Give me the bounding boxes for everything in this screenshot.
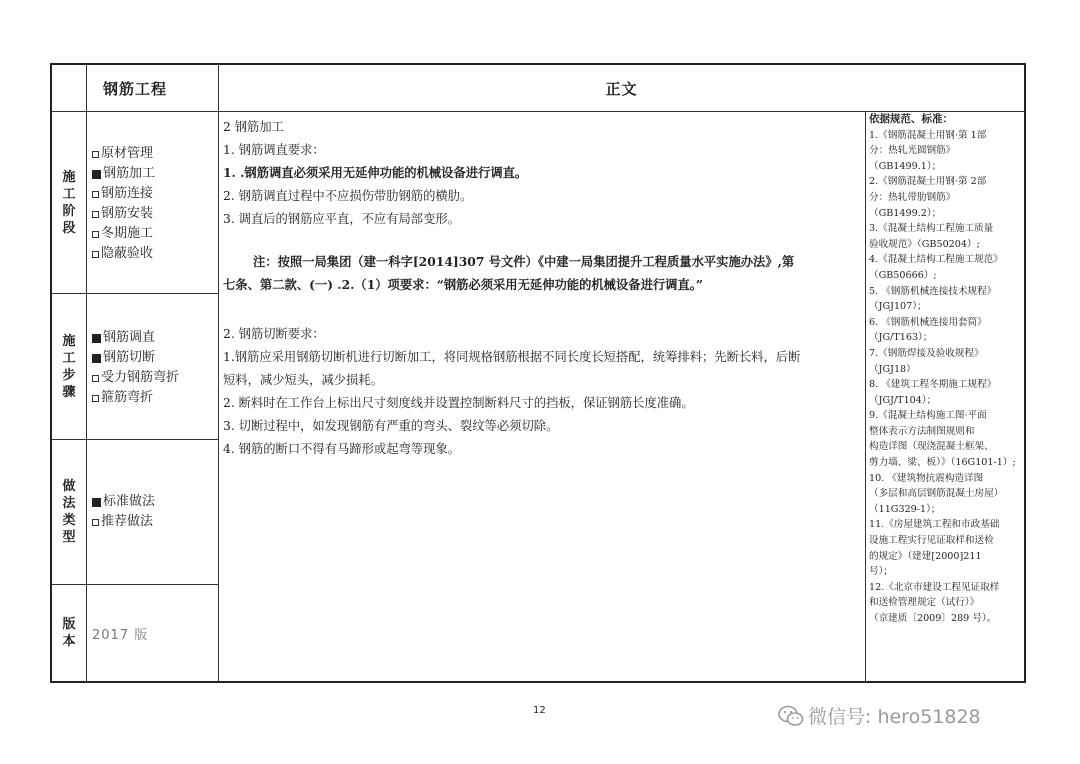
checkbox-checked-icon bbox=[92, 498, 101, 507]
reference-line: 5. 《钢筋机械连接技术规程》 bbox=[869, 285, 997, 297]
reference-line: （GB1499.2）； bbox=[869, 207, 942, 219]
checkbox-option[interactable]: 箍筋弯折 bbox=[92, 388, 217, 408]
checkbox-icon bbox=[92, 395, 99, 402]
reference-line: 设施工程实行见证取样和送检 bbox=[869, 535, 994, 547]
reference-line: （JGJ18） bbox=[869, 363, 916, 375]
reference-line: 11.《房屋建筑工程和市政基础 bbox=[869, 519, 1000, 531]
sub-heading: 1. 钢筋调直要求： bbox=[223, 143, 325, 157]
body-line: 3. 调直后的钢筋应平直，不应有局部变形。 bbox=[223, 212, 460, 226]
checkbox-icon bbox=[92, 211, 99, 218]
sub-heading: 2. 钢筋切断要求： bbox=[223, 327, 325, 341]
checkbox-checked-icon bbox=[92, 334, 101, 343]
checkbox-option[interactable]: 受力钢筋弯折 bbox=[92, 368, 217, 388]
checkbox-checked-icon bbox=[92, 170, 101, 179]
reference-line: 剪力墙、梁、板）》（16G101-1）; bbox=[869, 457, 1016, 469]
body-line: 1. .钢筋调直必须采用无延伸功能的机械设备进行调直。 bbox=[223, 165, 528, 180]
header-main: 正文 bbox=[605, 79, 638, 98]
document-table bbox=[50, 63, 1026, 683]
step-options bbox=[92, 328, 217, 408]
reference-line: 6. 《钢筋机械连接用套筒》 bbox=[869, 316, 987, 328]
reference-list bbox=[869, 112, 1024, 627]
reference-line: 8. 《建筑工程冬期施工规程》 bbox=[869, 379, 997, 391]
body-line: 1.钢筋应采用钢筋切断机进行切断加工，将同规格钢筋根据不同长度长短搭配，统筹排料；先断长料，后断 bbox=[223, 350, 801, 364]
checkbox-option[interactable]: 钢筋调直 bbox=[92, 328, 217, 348]
reference-line: （JGJ/T104）； bbox=[869, 394, 937, 406]
checkbox-option[interactable]: 钢筋切断 bbox=[92, 348, 217, 368]
checkbox-checked-icon bbox=[92, 354, 101, 363]
section-label: 做法类型 bbox=[62, 479, 76, 545]
watermark-text: 微信号: hero51828 bbox=[808, 706, 981, 728]
checkbox-option[interactable]: 原材管理 bbox=[92, 144, 217, 164]
checkbox-option[interactable]: 钢筋加工 bbox=[92, 164, 217, 184]
reference-line: 9.《混凝土结构施工图·平面 bbox=[869, 410, 987, 422]
reference-line: （多层和高层钢筋混凝土房屋） bbox=[869, 488, 1004, 500]
checkbox-option[interactable]: 标准做法 bbox=[92, 492, 217, 512]
checkbox-icon bbox=[92, 151, 99, 158]
reference-line: 7.《钢筋焊接及验收规程》 bbox=[869, 347, 984, 359]
col-divider bbox=[218, 65, 219, 681]
note-line: 注：按照一局集团（建一科字[2014]307 号文件）《中建一局集团提升工程质量水平实施办法》,第 bbox=[253, 254, 795, 269]
col-divider bbox=[865, 111, 866, 681]
reference-line: 12.《北京市建设工程见证取样 bbox=[869, 581, 1000, 593]
reference-line: 3.《混凝土结构工程施工质量 bbox=[869, 223, 994, 235]
method-options bbox=[92, 492, 217, 532]
checkbox-option[interactable]: 钢筋连接 bbox=[92, 184, 217, 204]
reference-line: （JG/T163）； bbox=[869, 332, 933, 344]
checkbox-option[interactable]: 隐蔽验收 bbox=[92, 244, 217, 264]
reference-line: （JGJ107）； bbox=[869, 301, 927, 313]
reference-line: 4.《混凝土结构工程施工规范》 bbox=[869, 254, 1003, 266]
reference-line: 分：热轧带肋钢筋》 bbox=[869, 191, 956, 203]
page-number: 12 bbox=[533, 705, 546, 716]
reference-line: 构造详图（现浇混凝土框架、 bbox=[869, 441, 994, 453]
reference-line: （GB1499.1）； bbox=[869, 160, 942, 172]
reference-line: （11G329-1）； bbox=[869, 503, 941, 515]
version-value: 2017 版 bbox=[92, 628, 149, 643]
reference-line: 2.《钢筋混凝土用钢·第 2部 bbox=[869, 176, 987, 188]
reference-line: 和送检管理规定（试行）》 bbox=[869, 597, 980, 609]
watermark bbox=[778, 702, 981, 729]
reference-line: （GB50666）; bbox=[869, 269, 937, 281]
body-line: 2. 断料时在工作台上标出尺寸刻度线并设置控制断料尺寸的挡板，保证钢筋长度准确。 bbox=[223, 396, 694, 410]
section-label: 施工步骤 bbox=[62, 333, 76, 400]
body-line: 短料，减少短头，减少损耗。 bbox=[223, 373, 383, 387]
section-label: 版本 bbox=[62, 617, 76, 649]
col-divider bbox=[86, 65, 87, 681]
reference-line: （京建质〔2009〕289 号）。 bbox=[869, 613, 997, 624]
reference-line: 的规定》（建建[2000]211 bbox=[869, 550, 982, 562]
reference-title: 依据规范、标准： bbox=[869, 113, 953, 125]
checkbox-icon bbox=[92, 191, 99, 198]
note-line: 七条、第二款、(一) .2.（1）项要求：“钢筋必须采用无延伸功能的机械设备进行调直。” bbox=[223, 277, 703, 292]
checkbox-icon bbox=[92, 231, 99, 238]
checkbox-option[interactable]: 冬期施工 bbox=[92, 224, 217, 244]
section-label: 施工阶段 bbox=[62, 169, 76, 236]
header-left: 钢筋工程 bbox=[102, 79, 167, 98]
checkbox-icon bbox=[92, 251, 99, 258]
stage-options bbox=[92, 144, 217, 264]
reference-line: 验收规范》（GB50204）; bbox=[869, 238, 980, 250]
checkbox-icon bbox=[92, 375, 99, 382]
reference-line: 整体表示方法制图规则和 bbox=[869, 425, 975, 437]
reference-line: 分：热轧光圆钢筋》 bbox=[869, 145, 956, 157]
body-line: 4. 钢筋的断口不得有马蹄形或起弯等现象。 bbox=[223, 442, 460, 456]
checkbox-option[interactable]: 钢筋安装 bbox=[92, 204, 217, 224]
section-heading: 2 钢筋加工 bbox=[223, 120, 284, 134]
body-line: 2. 钢筋调直过程中不应损伤带肋钢筋的横肋。 bbox=[223, 189, 473, 203]
reference-line: 10. 《建筑物抗震构造详图 bbox=[869, 472, 984, 484]
checkbox-icon bbox=[92, 519, 99, 526]
checkbox-option[interactable]: 推荐做法 bbox=[92, 512, 217, 532]
body-line: 3. 切断过程中，如发现钢筋有严重的弯头、裂纹等必须切除。 bbox=[223, 419, 559, 433]
reference-line: 号）； bbox=[869, 566, 893, 578]
wechat-icon bbox=[778, 705, 804, 727]
reference-line: 1.《钢筋混凝土用钢·第 1部 bbox=[869, 129, 987, 141]
